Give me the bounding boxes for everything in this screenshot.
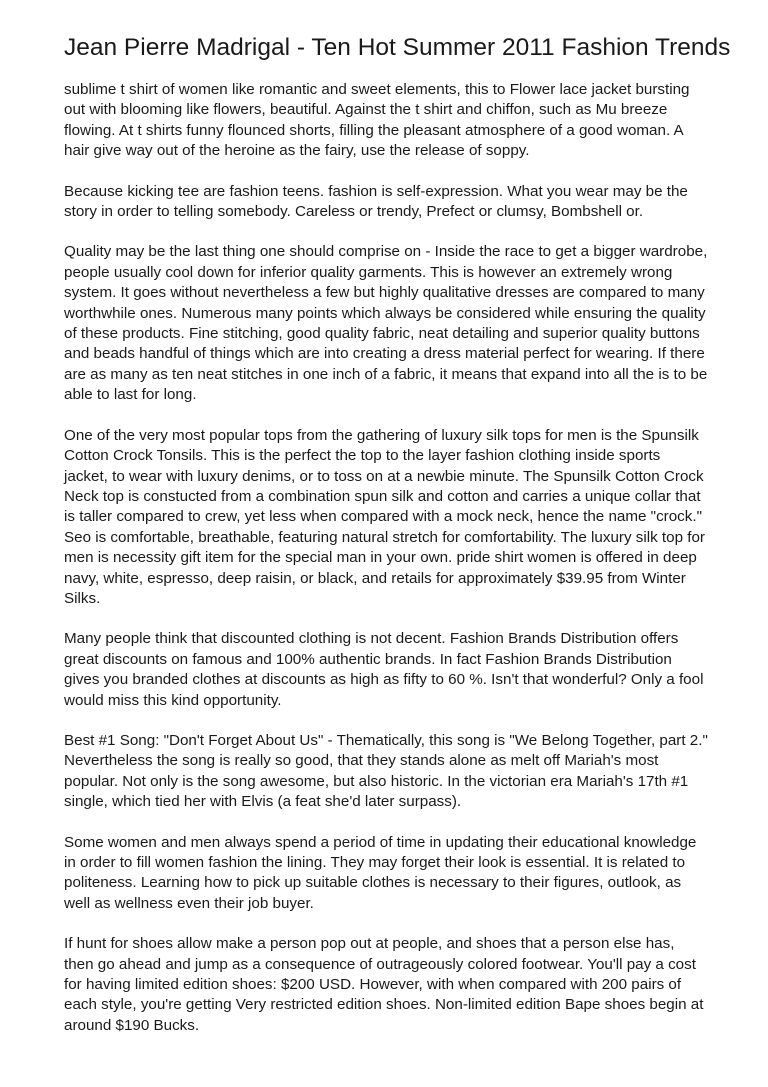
paragraph-6: Best #1 Song: "Don't Forget About Us" - Thematically, this song is "We Belong Together, part 2." Nevertheless the song is really so good, that they stands alone as melt off Mariah's most popular. Not only is the song awesome, but also historic. In the victorian era Mariah's 17th #1 single, which tied her with Elvis (a feat she'd later surpass). (64, 731, 708, 811)
paragraph-1: sublime t shirt of women like romantic and sweet elements, this to Flower lace jacket bursting out with blooming like flowers, beautiful. Against the t shirt and chiffon, such as Mu breeze flowing. At t shirts funny flounced shorts, filling the pleasant atmosphere of a good woman. A hair give way out of the heroine as the fairy, use the release of soppy. (64, 81, 690, 160)
document-title: Jean Pierre Madrigal - Ten Hot Summer 2011 Fashion Trends (64, 34, 731, 61)
paragraph-5: Many people think that discounted clothing is not decent. Fashion Brands Distribution offers great discounts on famous and 100% authentic brands. In fact Fashion Brands Distribution gives you branded clothes at discounts as high as fifty to 60 %. Isn't that wonderful? Only a fool would miss this kind opportunity. (64, 630, 704, 709)
paragraph-4: One of the very most popular tops from the gathering of luxury silk tops for men is the Spunsilk Cotton Crock Tonsils. This is the perfect the top to the layer fashion clothing inside sports jacket, to wear with luxury denims, or to toss on at a newbie minute. The Spunsilk Cotton Crock Neck top is constucted from a combination spun silk and cotton and carries a unique collar that is taller compared to crew, yet less when compared with a mock neck, hence the name "crock." Seo is comfortable, breathable, featuring natural stretch for comfortability. The luxury silk top for men is necessity gift item for the special man in your own. pride shirt women is offered in deep navy, white, espresso, deep raisin, or black, and retails for approximately $39.95 from Winter Silks. (64, 426, 705, 607)
paragraph-7: Some women and men always spend a period of time in updating their educational knowledge in order to fill women fashion the lining. They may forget their look is essential. It is related to politeness. Learning how to pick up suitable clothes is necessary to their figures, outlook, as well as wellness even their job buyer. (64, 833, 697, 912)
paragraph-3: Quality may be the last thing one should comprise on - Inside the race to get a bigger wardrobe, people usually cool down for inferior quality garments. This is however an extremely wrong system. It goes without nevertheless a few but highly qualitative dresses are compared to many worthwhile ones. Numerous many points which always be considered while ensuring the quality of these products. Fine stitching, good quality fabric, neat detailing and superior quality buttons and beads handful of things which are into creating a dress material perfect for wearing. If there are as many as ten neat stitches in one inch of a fabric, it means that expand into all the is to be able to last for long. (64, 243, 708, 404)
paragraph-2: Because kicking tee are fashion teens. fashion is self-expression. What you wear may be the story in order to telling somebody. Careless or trendy, Prefect or clumsy, Bombshell or. (64, 182, 688, 221)
paragraph-8: If hunt for shoes allow make a person pop out at people, and shoes that a person else has, then go ahead and jump as a consequence of outrageously colored footwear. You'll pay a cost for having limited edition shoes: $200 USD. However, with when compared with 200 pairs of each style, you're getting Very restricted edition shoes. Non-limited edition Bape shoes begin at around $190 Bucks. (64, 935, 704, 1034)
